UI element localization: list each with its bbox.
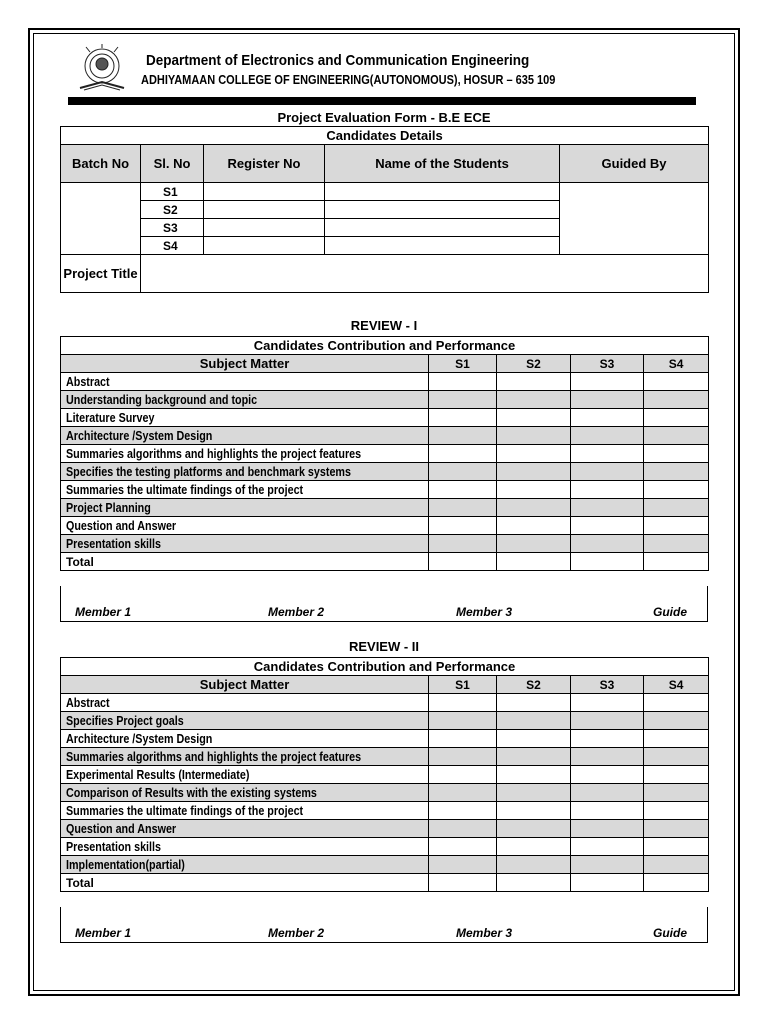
score-s2[interactable] xyxy=(497,517,571,535)
score-s3[interactable] xyxy=(571,463,644,481)
total-label: Total xyxy=(61,874,429,892)
signature-member-1: Member 1 xyxy=(75,605,132,619)
col-batch-no: Batch No xyxy=(61,145,141,183)
score-s3[interactable] xyxy=(571,748,644,766)
score-s1[interactable] xyxy=(429,712,497,730)
score-s1[interactable] xyxy=(429,373,497,391)
score-s4[interactable] xyxy=(644,838,709,856)
score-s1[interactable] xyxy=(429,820,497,838)
total-s1[interactable] xyxy=(429,553,497,571)
project-title-label: Project Title xyxy=(61,255,141,293)
criterion-label: Abstract xyxy=(66,695,110,710)
review2-row xyxy=(61,856,709,874)
signature-member-3: Member 3 xyxy=(456,926,513,940)
score-s1[interactable] xyxy=(429,766,497,784)
review2-signatures xyxy=(60,926,708,946)
signature-member-2: Member 2 xyxy=(268,926,325,940)
review1-row xyxy=(61,535,709,553)
sl-no-cell: S2 xyxy=(141,201,204,219)
review1-row xyxy=(61,463,709,481)
criterion-label: Specifies the testing platforms and benchmark systems xyxy=(66,464,351,479)
review2-table xyxy=(60,657,709,892)
review2-row xyxy=(61,712,709,730)
score-s2[interactable] xyxy=(497,766,571,784)
header-rule xyxy=(68,97,696,105)
col-guided-by: Guided By xyxy=(560,145,709,183)
col-s3: S3 xyxy=(571,355,644,373)
score-s2[interactable] xyxy=(497,391,571,409)
review2-row xyxy=(61,730,709,748)
sl-no-cell: S4 xyxy=(141,237,204,255)
score-s4[interactable] xyxy=(644,820,709,838)
score-s4[interactable] xyxy=(644,748,709,766)
score-s4[interactable] xyxy=(644,499,709,517)
criterion-label: Question and Answer xyxy=(66,821,177,836)
score-s2[interactable] xyxy=(497,694,571,712)
score-s1[interactable] xyxy=(429,784,497,802)
review1-total-row xyxy=(61,553,709,571)
signature-member-1: Member 1 xyxy=(75,926,132,940)
review1-row xyxy=(61,427,709,445)
score-s3[interactable] xyxy=(571,856,644,874)
score-s4[interactable] xyxy=(644,802,709,820)
student-name-field[interactable] xyxy=(325,219,560,237)
review2-row xyxy=(61,802,709,820)
score-s1[interactable] xyxy=(429,427,497,445)
review2-title: REVIEW - II xyxy=(348,639,420,654)
criterion-label: Experimental Results (Intermediate) xyxy=(66,767,250,782)
score-s4[interactable] xyxy=(644,694,709,712)
candidates-table xyxy=(60,126,709,293)
score-s3[interactable] xyxy=(571,766,644,784)
review2-total-row xyxy=(61,874,709,892)
score-s1[interactable] xyxy=(429,748,497,766)
register-no-field[interactable] xyxy=(204,237,325,255)
criterion-label: Literature Survey xyxy=(66,410,155,425)
col-sl-no: Sl. No xyxy=(141,145,204,183)
score-s2[interactable] xyxy=(497,481,571,499)
score-s4[interactable] xyxy=(644,535,709,553)
col-s4: S4 xyxy=(644,676,709,694)
criterion-label: Summaries algorithms and highlights the project features xyxy=(66,446,362,461)
score-s3[interactable] xyxy=(571,694,644,712)
score-s2[interactable] xyxy=(497,856,571,874)
score-s1[interactable] xyxy=(429,391,497,409)
score-s3[interactable] xyxy=(571,373,644,391)
signature-guide: Guide xyxy=(653,926,688,940)
project-title-field[interactable] xyxy=(141,255,709,293)
sl-no-cell: S3 xyxy=(141,219,204,237)
review2-row xyxy=(61,784,709,802)
review2-row xyxy=(61,838,709,856)
review1-subtitle: Candidates Contribution and Performance xyxy=(61,337,709,355)
score-s4[interactable] xyxy=(644,427,709,445)
signature-member-3: Member 3 xyxy=(456,605,513,619)
score-s2[interactable] xyxy=(497,463,571,481)
score-s2[interactable] xyxy=(497,748,571,766)
score-s2[interactable] xyxy=(497,730,571,748)
score-s1[interactable] xyxy=(429,499,497,517)
student-name-field[interactable] xyxy=(325,201,560,219)
score-s2[interactable] xyxy=(497,427,571,445)
criterion-label: Presentation skills xyxy=(66,536,162,551)
score-s4[interactable] xyxy=(644,391,709,409)
score-s2[interactable] xyxy=(497,409,571,427)
batch-no-field[interactable] xyxy=(61,183,141,255)
col-register-no: Register No xyxy=(204,145,325,183)
criterion-label: Summaries the ultimate findings of the project xyxy=(66,803,304,818)
criterion-label: Architecture /System Design xyxy=(66,428,213,443)
col-s2: S2 xyxy=(497,676,571,694)
signature-guide: Guide xyxy=(653,605,688,619)
review1-row xyxy=(61,445,709,463)
total-s1[interactable] xyxy=(429,874,497,892)
score-s1[interactable] xyxy=(429,694,497,712)
criterion-label: Presentation skills xyxy=(66,839,162,854)
criterion-label: Specifies Project goals xyxy=(66,713,184,728)
score-s3[interactable] xyxy=(571,802,644,820)
criterion-label: Architecture /System Design xyxy=(66,731,213,746)
guided-by-field[interactable] xyxy=(560,183,709,255)
criterion-label: Abstract xyxy=(66,374,110,389)
score-s1[interactable] xyxy=(429,409,497,427)
score-s1[interactable] xyxy=(429,445,497,463)
review2-row xyxy=(61,766,709,784)
score-s2[interactable] xyxy=(497,784,571,802)
college-logo-icon xyxy=(74,44,130,94)
score-s3[interactable] xyxy=(571,409,644,427)
score-s4[interactable] xyxy=(644,766,709,784)
score-s2[interactable] xyxy=(497,820,571,838)
score-s3[interactable] xyxy=(571,535,644,553)
review2-row xyxy=(61,820,709,838)
criterion-label: Comparison of Results with the existing systems xyxy=(66,785,317,800)
review2-row xyxy=(61,694,709,712)
total-s4[interactable] xyxy=(644,553,709,571)
score-s3[interactable] xyxy=(571,820,644,838)
score-s2[interactable] xyxy=(497,838,571,856)
score-s2[interactable] xyxy=(497,499,571,517)
score-s4[interactable] xyxy=(644,712,709,730)
register-no-field[interactable] xyxy=(204,183,325,201)
col-s1: S1 xyxy=(429,676,497,694)
col-s2: S2 xyxy=(497,355,571,373)
review2-row xyxy=(61,748,709,766)
form-title: Project Evaluation Form - B.E ECE xyxy=(277,110,491,125)
score-s3[interactable] xyxy=(571,712,644,730)
score-s1[interactable] xyxy=(429,802,497,820)
col-s4: S4 xyxy=(644,355,709,373)
col-subject-matter: Subject Matter xyxy=(61,676,429,694)
score-s1[interactable] xyxy=(429,481,497,499)
col-s1: S1 xyxy=(429,355,497,373)
review1-title: REVIEW - I xyxy=(350,318,418,333)
review1-row xyxy=(61,373,709,391)
review1-row xyxy=(61,481,709,499)
score-s2[interactable] xyxy=(497,445,571,463)
score-s2[interactable] xyxy=(497,373,571,391)
score-s3[interactable] xyxy=(571,427,644,445)
col-student-name: Name of the Students xyxy=(325,145,560,183)
candidates-section-title: Candidates Details xyxy=(61,127,709,145)
review1-signatures xyxy=(60,605,708,625)
score-s3[interactable] xyxy=(571,784,644,802)
col-s3: S3 xyxy=(571,676,644,694)
total-s2[interactable] xyxy=(497,874,571,892)
score-s1[interactable] xyxy=(429,856,497,874)
score-s4[interactable] xyxy=(644,730,709,748)
student-name-field[interactable] xyxy=(325,237,560,255)
total-s4[interactable] xyxy=(644,874,709,892)
sl-no-cell: S1 xyxy=(141,183,204,201)
score-s4[interactable] xyxy=(644,517,709,535)
score-s4[interactable] xyxy=(644,373,709,391)
score-s3[interactable] xyxy=(571,517,644,535)
score-s1[interactable] xyxy=(429,730,497,748)
col-subject-matter: Subject Matter xyxy=(61,355,429,373)
signature-member-2: Member 2 xyxy=(268,605,325,619)
review1-row xyxy=(61,391,709,409)
criterion-label: Question and Answer xyxy=(66,518,177,533)
register-no-field[interactable] xyxy=(204,201,325,219)
score-s4[interactable] xyxy=(644,409,709,427)
score-s4[interactable] xyxy=(644,481,709,499)
score-s1[interactable] xyxy=(429,838,497,856)
score-s3[interactable] xyxy=(571,730,644,748)
total-s2[interactable] xyxy=(497,553,571,571)
student-name-field[interactable] xyxy=(325,183,560,201)
criterion-label: Project Planning xyxy=(66,500,151,515)
review1-row xyxy=(61,499,709,517)
criterion-label: Understanding background and topic xyxy=(66,392,258,407)
score-s1[interactable] xyxy=(429,517,497,535)
criterion-label: Implementation(partial) xyxy=(66,857,185,872)
total-s3[interactable] xyxy=(571,874,644,892)
score-s2[interactable] xyxy=(497,802,571,820)
score-s2[interactable] xyxy=(497,712,571,730)
score-s4[interactable] xyxy=(644,463,709,481)
total-s3[interactable] xyxy=(571,553,644,571)
score-s2[interactable] xyxy=(497,535,571,553)
total-label: Total xyxy=(61,553,429,571)
review2-subtitle: Candidates Contribution and Performance xyxy=(61,658,709,676)
score-s4[interactable] xyxy=(644,784,709,802)
criterion-label: Summaries algorithms and highlights the project features xyxy=(66,749,362,764)
score-s3[interactable] xyxy=(571,481,644,499)
score-s1[interactable] xyxy=(429,535,497,553)
criterion-label: Summaries the ultimate findings of the project xyxy=(66,482,304,497)
score-s3[interactable] xyxy=(571,838,644,856)
review1-table xyxy=(60,336,709,571)
score-s3[interactable] xyxy=(571,499,644,517)
score-s4[interactable] xyxy=(644,445,709,463)
college-name: ADHIYAMAAN COLLEGE OF ENGINEERING(AUTONOMOUS), HOSUR – 635 109 xyxy=(141,73,556,87)
score-s4[interactable] xyxy=(644,856,709,874)
score-s3[interactable] xyxy=(571,391,644,409)
department-name: Department of Electronics and Communication Engineering xyxy=(146,52,530,69)
review1-row xyxy=(61,409,709,427)
score-s1[interactable] xyxy=(429,463,497,481)
score-s3[interactable] xyxy=(571,445,644,463)
review1-row xyxy=(61,517,709,535)
register-no-field[interactable] xyxy=(204,219,325,237)
